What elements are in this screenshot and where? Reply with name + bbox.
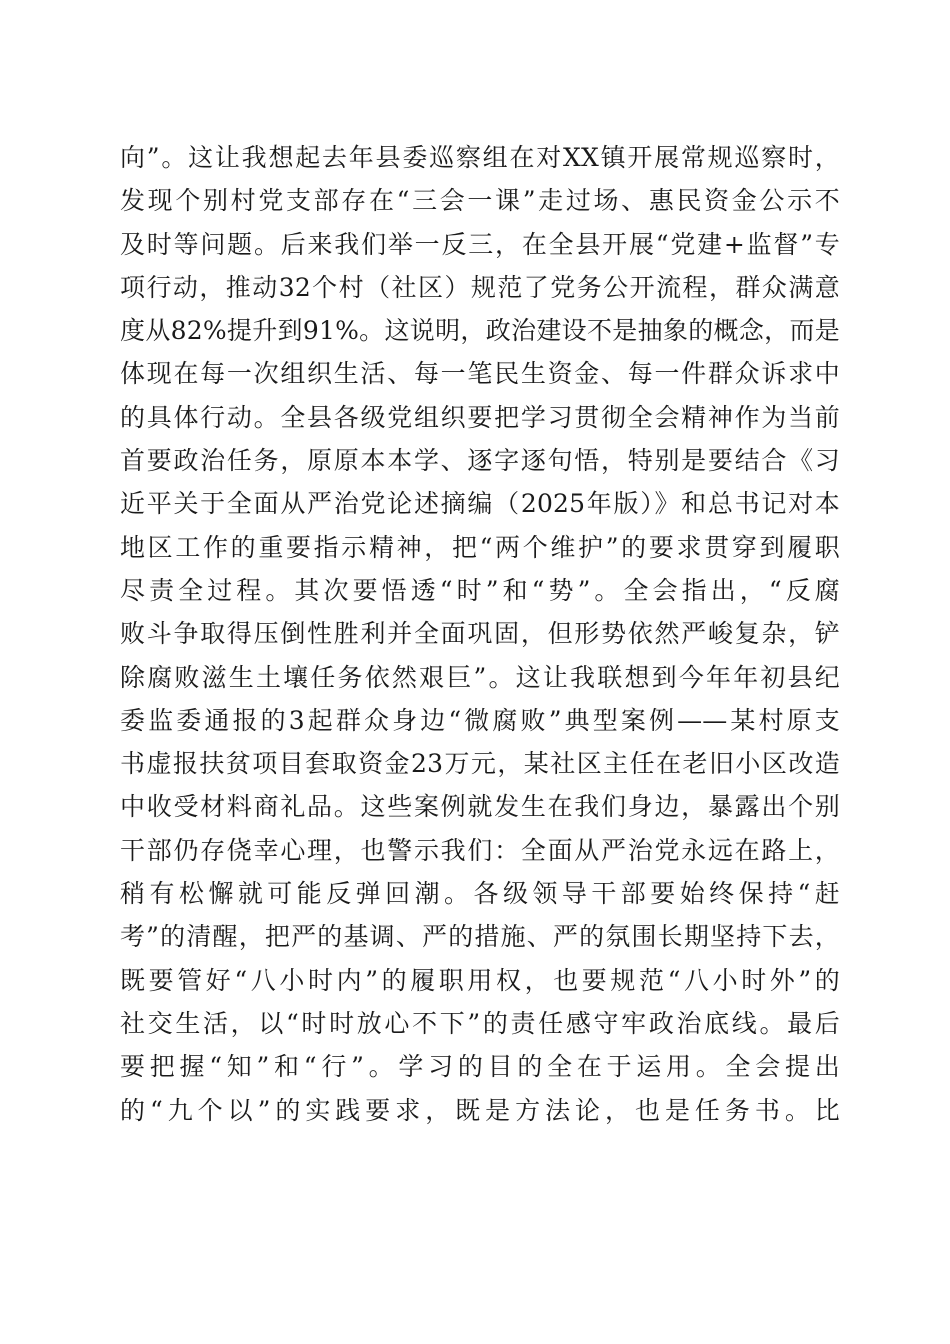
text-line: 地区工作的重要指示精神，把“两个维护”的要求贯穿到履职	[120, 532, 840, 562]
text-line: 近平关于全面从严治党论述摘编（2025年版）》和总书记对本	[120, 489, 840, 519]
text-line: 向”。这让我想起去年县委巡察组在对XX镇开展常规巡察时，	[120, 143, 840, 172]
text-line: 的具体行动。全县各级党组织要把学习贯彻全会精神作为当前	[120, 402, 840, 432]
text-line: 干部仍存侥幸心理，也警示我们：全面从严治党永远在路上，	[120, 835, 840, 865]
text-line: 稍有松懈就可能反弹回潮。各级领导干部要始终保持“赶	[120, 879, 840, 909]
text-line: 中收受材料商礼品。这些案例就发生在我们身边，暴露出个别	[120, 792, 840, 822]
text-line: 的“九个以”的实践要求，既是方法论，也是任务书。比	[120, 1095, 840, 1125]
text-line: 度从82%提升到91%。这说明，政治建设不是抽象的概念，而是	[120, 316, 840, 346]
text-line: 项行动，推动32个村（社区）规范了党务公开流程，群众满意	[120, 272, 840, 302]
text-line: 书虚报扶贫项目套取资金23万元，某社区主任在老旧小区改造	[120, 749, 840, 779]
text-line: 要把握“知”和“行”。学习的目的全在于运用。全会提出	[120, 1052, 840, 1082]
text-line: 发现个别村党支部存在“三会一课”走过场、惠民资金公示不	[120, 186, 840, 216]
text-line: 体现在每一次组织生活、每一笔民生资金、每一件群众诉求中	[120, 359, 840, 389]
text-line: 首要政治任务，原原本本学、逐字逐句悟，特别是要结合《习	[120, 446, 840, 476]
text-line: 除腐败滋生土壤任务依然艰巨”。这让我联想到今年年初县纪	[120, 662, 840, 692]
body-paragraph	[120, 136, 840, 1132]
text-line: 考”的清醒，把严的基调、严的措施、严的氛围长期坚持下去，	[120, 922, 840, 952]
text-line: 既要管好“八小时内”的履职用权，也要规范“八小时外”的	[120, 965, 840, 995]
text-line: 尽责全过程。其次要悟透“时”和“势”。全会指出，“反腐	[120, 575, 840, 605]
text-line: 败斗争取得压倒性胜利并全面巩固，但形势依然严峻复杂，铲	[120, 619, 840, 649]
text-line: 及时等问题。后来我们举一反三，在全县开展“党建+监督”专	[120, 229, 840, 259]
text-line: 委监委通报的3起群众身边“微腐败”典型案例——某村原支	[120, 705, 840, 735]
text-line: 社交生活，以“时时放心不下”的责任感守牢政治底线。最后	[120, 1008, 840, 1038]
